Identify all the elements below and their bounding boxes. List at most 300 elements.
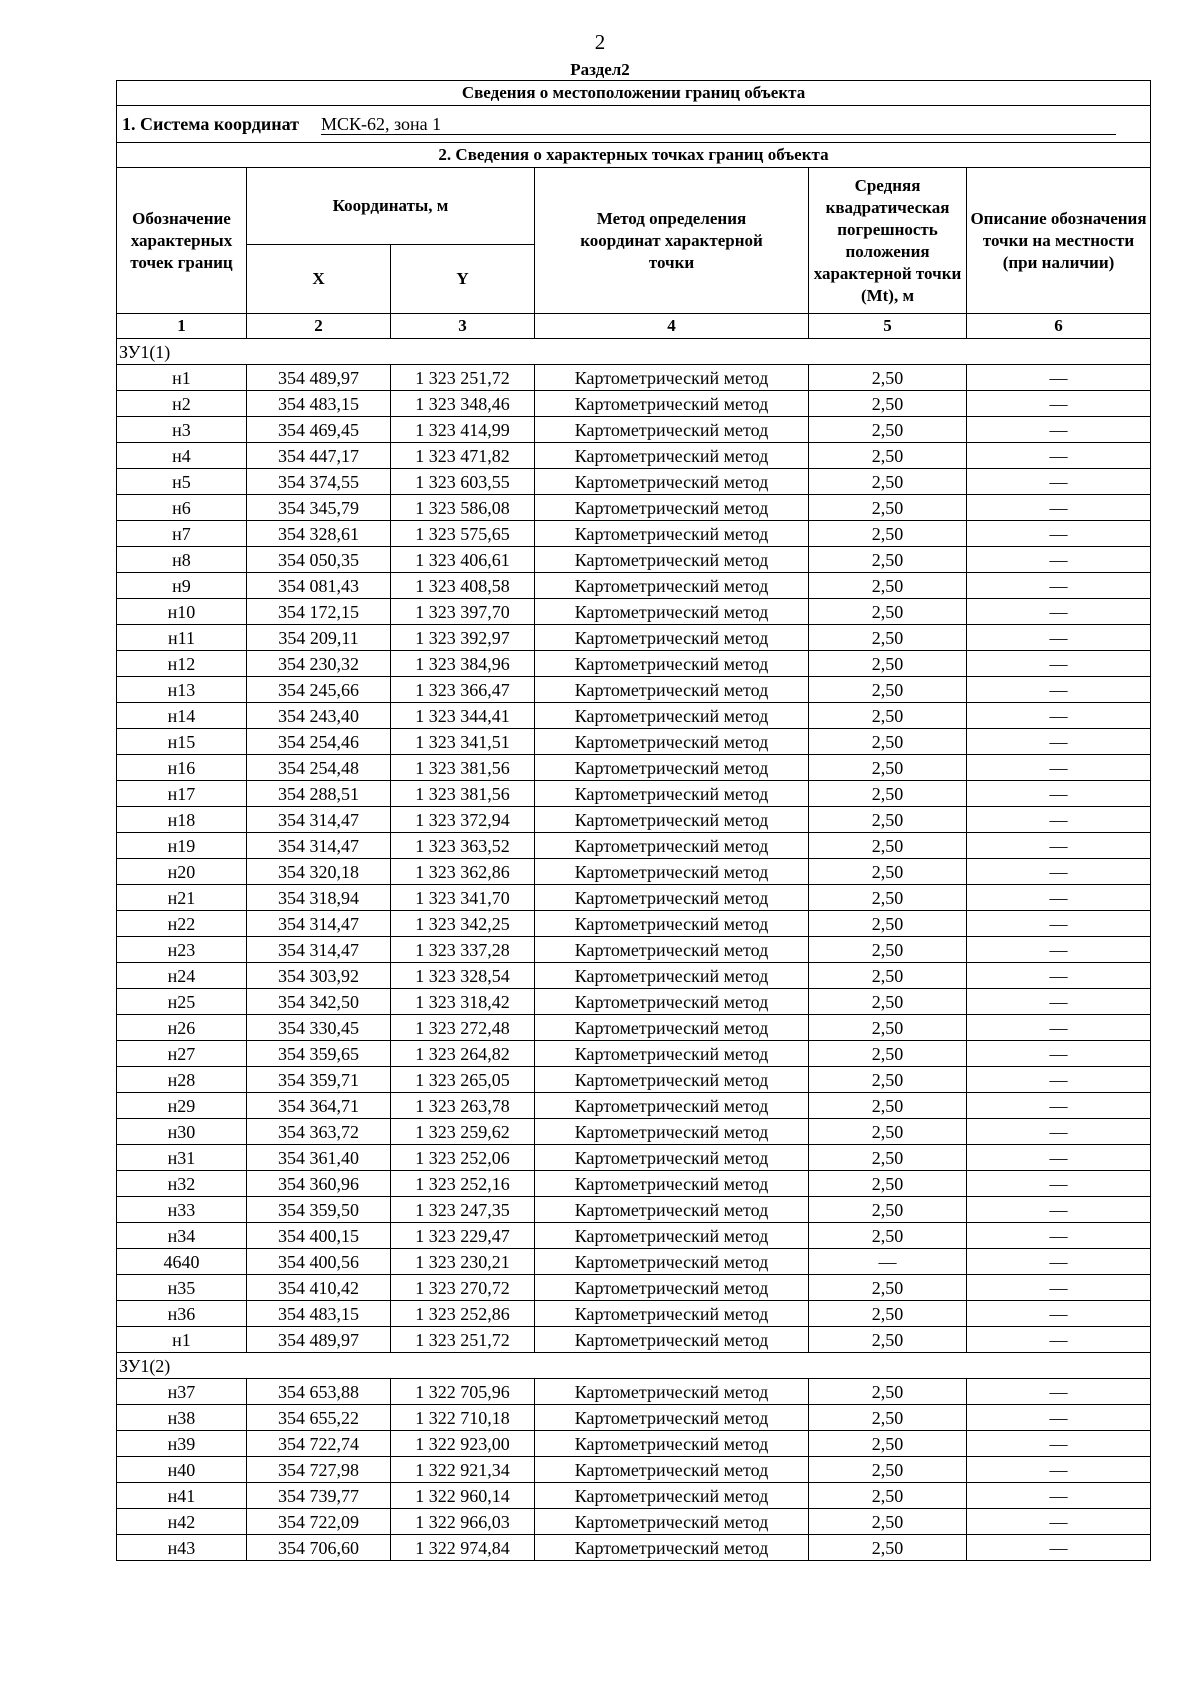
coord-y: 1 323 406,61 <box>391 547 535 573</box>
mean-error: 2,50 <box>809 781 967 807</box>
coord-y: 1 323 252,86 <box>391 1301 535 1327</box>
coord-x: 354 230,32 <box>247 651 391 677</box>
header-designation: Обозначение характерных точек границ <box>117 168 247 314</box>
mean-error: 2,50 <box>809 495 967 521</box>
table-row <box>117 1015 1151 1041</box>
point-designation: н37 <box>117 1379 247 1405</box>
point-designation: н38 <box>117 1405 247 1431</box>
method: Картометрический метод <box>535 573 809 599</box>
coord-system-value: МСК-62, зона 1 <box>321 114 1116 135</box>
coord-y: 1 323 270,72 <box>391 1275 535 1301</box>
table-title-row <box>117 81 1151 106</box>
point-description: — <box>967 521 1151 547</box>
mean-error: 2,50 <box>809 651 967 677</box>
method: Картометрический метод <box>535 1535 809 1561</box>
table-row <box>117 781 1151 807</box>
coord-y: 1 322 966,03 <box>391 1509 535 1535</box>
point-designation: н21 <box>117 885 247 911</box>
coord-x: 354 655,22 <box>247 1405 391 1431</box>
point-description: — <box>967 1197 1151 1223</box>
mean-error: 2,50 <box>809 937 967 963</box>
table-row <box>117 1301 1151 1327</box>
point-designation: н27 <box>117 1041 247 1067</box>
point-designation: н42 <box>117 1509 247 1535</box>
method: Картометрический метод <box>535 807 809 833</box>
method: Картометрический метод <box>535 1223 809 1249</box>
point-description: — <box>967 911 1151 937</box>
table-row <box>117 677 1151 703</box>
table-row <box>117 1249 1151 1275</box>
table-row <box>117 1457 1151 1483</box>
mean-error: 2,50 <box>809 625 967 651</box>
point-designation: н15 <box>117 729 247 755</box>
method: Картометрический метод <box>535 1457 809 1483</box>
coord-y: 1 323 384,96 <box>391 651 535 677</box>
method: Картометрический метод <box>535 391 809 417</box>
mean-error: 2,50 <box>809 469 967 495</box>
method: Картометрический метод <box>535 1171 809 1197</box>
coord-y: 1 322 974,84 <box>391 1535 535 1561</box>
coord-y: 1 323 341,70 <box>391 885 535 911</box>
table-row <box>117 963 1151 989</box>
mean-error: 2,50 <box>809 417 967 443</box>
point-designation: н16 <box>117 755 247 781</box>
point-designation: н2 <box>117 391 247 417</box>
method: Картометрический метод <box>535 859 809 885</box>
point-description: — <box>967 1223 1151 1249</box>
coord-x: 354 489,97 <box>247 1327 391 1353</box>
point-designation: н18 <box>117 807 247 833</box>
method: Картометрический метод <box>535 1431 809 1457</box>
point-designation: н24 <box>117 963 247 989</box>
coord-x: 354 722,09 <box>247 1509 391 1535</box>
point-designation: н8 <box>117 547 247 573</box>
coord-x: 354 303,92 <box>247 963 391 989</box>
coord-y: 1 322 921,34 <box>391 1457 535 1483</box>
coord-y: 1 323 381,56 <box>391 781 535 807</box>
mean-error: 2,50 <box>809 989 967 1015</box>
method: Картометрический метод <box>535 911 809 937</box>
coord-x: 354 360,96 <box>247 1171 391 1197</box>
point-description: — <box>967 599 1151 625</box>
coord-x: 354 410,42 <box>247 1275 391 1301</box>
coord-y: 1 323 252,16 <box>391 1171 535 1197</box>
coord-y: 1 323 408,58 <box>391 573 535 599</box>
table-row <box>117 1431 1151 1457</box>
mean-error: 2,50 <box>809 1457 967 1483</box>
point-designation: н25 <box>117 989 247 1015</box>
point-designation: н40 <box>117 1457 247 1483</box>
coord-y: 1 323 362,86 <box>391 859 535 885</box>
point-designation: н1 <box>117 1327 247 1353</box>
point-designation: н39 <box>117 1431 247 1457</box>
coord-y: 1 323 381,56 <box>391 755 535 781</box>
coord-x: 354 483,15 <box>247 391 391 417</box>
method: Картометрический метод <box>535 1093 809 1119</box>
method: Картометрический метод <box>535 521 809 547</box>
point-description: — <box>967 1535 1151 1561</box>
page-number: 2 <box>594 30 606 54</box>
coord-x: 354 739,77 <box>247 1483 391 1509</box>
point-description: — <box>967 625 1151 651</box>
table-row <box>117 807 1151 833</box>
table-row <box>117 599 1151 625</box>
coord-x: 354 400,56 <box>247 1249 391 1275</box>
point-designation: н14 <box>117 703 247 729</box>
section-title: Раздел2 <box>570 60 630 79</box>
coord-x: 354 653,88 <box>247 1379 391 1405</box>
point-designation: н20 <box>117 859 247 885</box>
coord-x: 354 359,65 <box>247 1041 391 1067</box>
point-description: — <box>967 1067 1151 1093</box>
coord-y: 1 323 259,62 <box>391 1119 535 1145</box>
header-y: Y <box>391 245 535 314</box>
point-designation: н1 <box>117 365 247 391</box>
point-designation: н6 <box>117 495 247 521</box>
coord-y: 1 322 710,18 <box>391 1405 535 1431</box>
coord-y: 1 323 264,82 <box>391 1041 535 1067</box>
coord-y: 1 323 252,06 <box>391 1145 535 1171</box>
mean-error: 2,50 <box>809 1119 967 1145</box>
mean-error: 2,50 <box>809 677 967 703</box>
mean-error: 2,50 <box>809 729 967 755</box>
mean-error: 2,50 <box>809 1015 967 1041</box>
mean-error: 2,50 <box>809 1301 967 1327</box>
point-designation: н11 <box>117 625 247 651</box>
coord-y: 1 323 397,70 <box>391 599 535 625</box>
point-designation: н17 <box>117 781 247 807</box>
coord-x: 354 363,72 <box>247 1119 391 1145</box>
point-description: — <box>967 833 1151 859</box>
mean-error: 2,50 <box>809 365 967 391</box>
coord-y: 1 323 251,72 <box>391 365 535 391</box>
table-row <box>117 1535 1151 1561</box>
method: Картометрический метод <box>535 599 809 625</box>
coord-x: 354 483,15 <box>247 1301 391 1327</box>
coord-y: 1 323 414,99 <box>391 417 535 443</box>
coord-x: 354 254,46 <box>247 729 391 755</box>
point-description: — <box>967 1405 1151 1431</box>
method: Картометрический метод <box>535 833 809 859</box>
coord-x: 354 342,50 <box>247 989 391 1015</box>
table-row <box>117 833 1151 859</box>
point-designation: н28 <box>117 1067 247 1093</box>
mean-error: 2,50 <box>809 391 967 417</box>
point-description: — <box>967 1275 1151 1301</box>
table-row <box>117 729 1151 755</box>
coord-y: 1 323 366,47 <box>391 677 535 703</box>
coord-y: 1 323 586,08 <box>391 495 535 521</box>
coord-y: 1 323 342,25 <box>391 911 535 937</box>
coord-x: 354 364,71 <box>247 1093 391 1119</box>
point-description: — <box>967 1171 1151 1197</box>
coord-x: 354 374,55 <box>247 469 391 495</box>
point-description: — <box>967 443 1151 469</box>
table-row <box>117 1119 1151 1145</box>
coord-x: 354 400,15 <box>247 1223 391 1249</box>
point-description: — <box>967 469 1151 495</box>
method: Картометрический метод <box>535 443 809 469</box>
method: Картометрический метод <box>535 1145 809 1171</box>
header-method: Метод определения координат характерной точки <box>535 168 809 314</box>
column-number: 3 <box>391 314 535 339</box>
method: Картометрический метод <box>535 1015 809 1041</box>
point-description: — <box>967 807 1151 833</box>
coord-x: 354 314,47 <box>247 833 391 859</box>
table-row <box>117 885 1151 911</box>
table-row <box>117 1145 1151 1171</box>
column-number: 6 <box>967 314 1151 339</box>
coord-y: 1 322 960,14 <box>391 1483 535 1509</box>
method: Картометрический метод <box>535 677 809 703</box>
mean-error: 2,50 <box>809 807 967 833</box>
point-description: — <box>967 1145 1151 1171</box>
mean-error: 2,50 <box>809 1483 967 1509</box>
table-row <box>117 625 1151 651</box>
coord-y: 1 323 392,97 <box>391 625 535 651</box>
mean-error: 2,50 <box>809 599 967 625</box>
mean-error: 2,50 <box>809 443 967 469</box>
point-description: — <box>967 495 1151 521</box>
table-row <box>117 1379 1151 1405</box>
point-description: — <box>967 781 1151 807</box>
mean-error: 2,50 <box>809 963 967 989</box>
coord-y: 1 322 705,96 <box>391 1379 535 1405</box>
point-designation: н19 <box>117 833 247 859</box>
mean-error: 2,50 <box>809 703 967 729</box>
header-row-1 <box>117 168 1151 245</box>
column-number: 5 <box>809 314 967 339</box>
table-row <box>117 937 1151 963</box>
method: Картометрический метод <box>535 1509 809 1535</box>
point-designation: н7 <box>117 521 247 547</box>
mean-error: 2,50 <box>809 1327 967 1353</box>
point-designation: н29 <box>117 1093 247 1119</box>
method: Картометрический метод <box>535 1275 809 1301</box>
coord-y: 1 323 328,54 <box>391 963 535 989</box>
mean-error: 2,50 <box>809 573 967 599</box>
table-row <box>117 1405 1151 1431</box>
table-row <box>117 1067 1151 1093</box>
coord-x: 354 245,66 <box>247 677 391 703</box>
mean-error: 2,50 <box>809 1535 967 1561</box>
coord-y: 1 323 363,52 <box>391 833 535 859</box>
method: Картометрический метод <box>535 547 809 573</box>
point-designation: н33 <box>117 1197 247 1223</box>
group-header-row <box>117 1353 1151 1379</box>
mean-error: 2,50 <box>809 911 967 937</box>
table-row <box>117 365 1151 391</box>
column-number: 4 <box>535 314 809 339</box>
table-row <box>117 1275 1151 1301</box>
table-row <box>117 1171 1151 1197</box>
point-designation: н35 <box>117 1275 247 1301</box>
mean-error: 2,50 <box>809 1223 967 1249</box>
coord-y: 1 323 344,41 <box>391 703 535 729</box>
table-row <box>117 1197 1151 1223</box>
mean-error: 2,50 <box>809 1379 967 1405</box>
table-row <box>117 1093 1151 1119</box>
point-description: — <box>967 1509 1151 1535</box>
point-description: — <box>967 1041 1151 1067</box>
point-designation: н23 <box>117 937 247 963</box>
table-row <box>117 1483 1151 1509</box>
table-title: Сведения о местоположении границ объекта <box>117 81 1151 106</box>
mean-error: 2,50 <box>809 755 967 781</box>
point-designation: н34 <box>117 1223 247 1249</box>
coord-y: 1 323 348,46 <box>391 391 535 417</box>
column-number: 1 <box>117 314 247 339</box>
method: Картометрический метод <box>535 937 809 963</box>
coord-y: 1 323 603,55 <box>391 469 535 495</box>
point-designation: н26 <box>117 1015 247 1041</box>
coord-x: 354 359,71 <box>247 1067 391 1093</box>
table-row <box>117 547 1151 573</box>
coord-x: 354 722,74 <box>247 1431 391 1457</box>
method: Картометрический метод <box>535 1301 809 1327</box>
header-x: X <box>247 245 391 314</box>
method: Картометрический метод <box>535 703 809 729</box>
mean-error: 2,50 <box>809 1509 967 1535</box>
mean-error: 2,50 <box>809 1431 967 1457</box>
point-designation: н3 <box>117 417 247 443</box>
method: Картометрический метод <box>535 1405 809 1431</box>
point-designation: н13 <box>117 677 247 703</box>
coord-x: 354 209,11 <box>247 625 391 651</box>
method: Картометрический метод <box>535 729 809 755</box>
mean-error: 2,50 <box>809 1275 967 1301</box>
method: Картометрический метод <box>535 651 809 677</box>
method: Картометрический метод <box>535 1379 809 1405</box>
method: Картометрический метод <box>535 625 809 651</box>
mean-error: 2,50 <box>809 833 967 859</box>
coord-y: 1 322 923,00 <box>391 1431 535 1457</box>
coord-y: 1 323 251,72 <box>391 1327 535 1353</box>
mean-error: 2,50 <box>809 521 967 547</box>
header-description: Описание обозначения точки на местности (при наличии) <box>967 168 1151 314</box>
point-description: — <box>967 1249 1151 1275</box>
mean-error: 2,50 <box>809 1067 967 1093</box>
point-description: — <box>967 729 1151 755</box>
table-row <box>117 1509 1151 1535</box>
point-description: — <box>967 573 1151 599</box>
point-description: — <box>967 1301 1151 1327</box>
coord-y: 1 323 247,35 <box>391 1197 535 1223</box>
coord-y: 1 323 263,78 <box>391 1093 535 1119</box>
method: Картометрический метод <box>535 1249 809 1275</box>
method: Картометрический метод <box>535 495 809 521</box>
point-designation: н31 <box>117 1145 247 1171</box>
coord-y: 1 323 372,94 <box>391 807 535 833</box>
point-description: — <box>967 651 1151 677</box>
mean-error: 2,50 <box>809 1171 967 1197</box>
point-description: — <box>967 1327 1151 1353</box>
point-designation: н22 <box>117 911 247 937</box>
coord-y: 1 323 318,42 <box>391 989 535 1015</box>
coord-x: 354 318,94 <box>247 885 391 911</box>
coord-system-row <box>117 106 1151 143</box>
method: Картометрический метод <box>535 417 809 443</box>
coord-x: 354 359,50 <box>247 1197 391 1223</box>
group-name: ЗУ1(2) <box>117 1353 1151 1379</box>
coord-x: 354 081,43 <box>247 573 391 599</box>
point-designation: н30 <box>117 1119 247 1145</box>
points-title: 2. Сведения о характерных точках границ объекта <box>117 143 1151 168</box>
group-header-row <box>117 339 1151 365</box>
point-description: — <box>967 859 1151 885</box>
point-designation: н12 <box>117 651 247 677</box>
point-description: — <box>967 365 1151 391</box>
coord-x: 354 345,79 <box>247 495 391 521</box>
mean-error: 2,50 <box>809 1405 967 1431</box>
table-row <box>117 495 1151 521</box>
mean-error: 2,50 <box>809 1197 967 1223</box>
header-coords: Координаты, м <box>247 168 535 245</box>
point-description: — <box>967 391 1151 417</box>
point-description: — <box>967 989 1151 1015</box>
method: Картометрический метод <box>535 1041 809 1067</box>
method: Картометрический метод <box>535 1067 809 1093</box>
table-row <box>117 469 1151 495</box>
point-description: — <box>967 1431 1151 1457</box>
coord-y: 1 323 341,51 <box>391 729 535 755</box>
point-designation: н10 <box>117 599 247 625</box>
table-row <box>117 859 1151 885</box>
coord-x: 354 288,51 <box>247 781 391 807</box>
point-description: — <box>967 1093 1151 1119</box>
method: Картометрический метод <box>535 1483 809 1509</box>
method: Картометрический метод <box>535 885 809 911</box>
coord-x: 354 706,60 <box>247 1535 391 1561</box>
table-row <box>117 1223 1151 1249</box>
point-description: — <box>967 1379 1151 1405</box>
mean-error: 2,50 <box>809 1145 967 1171</box>
point-description: — <box>967 963 1151 989</box>
mean-error: 2,50 <box>809 859 967 885</box>
mean-error: 2,50 <box>809 1093 967 1119</box>
coord-x: 354 330,45 <box>247 1015 391 1041</box>
coord-x: 354 243,40 <box>247 703 391 729</box>
coord-x: 354 727,98 <box>247 1457 391 1483</box>
table-row <box>117 521 1151 547</box>
table-row <box>117 391 1151 417</box>
coord-x: 354 447,17 <box>247 443 391 469</box>
table-row <box>117 443 1151 469</box>
coord-y: 1 323 229,47 <box>391 1223 535 1249</box>
group-name: ЗУ1(1) <box>117 339 1151 365</box>
point-description: — <box>967 1483 1151 1509</box>
table-row <box>117 755 1151 781</box>
point-designation: н43 <box>117 1535 247 1561</box>
column-number: 2 <box>247 314 391 339</box>
point-designation: 4640 <box>117 1249 247 1275</box>
point-designation: н4 <box>117 443 247 469</box>
point-designation: н32 <box>117 1171 247 1197</box>
coord-x: 354 361,40 <box>247 1145 391 1171</box>
point-designation: н5 <box>117 469 247 495</box>
point-description: — <box>967 755 1151 781</box>
coord-y: 1 323 230,21 <box>391 1249 535 1275</box>
method: Картометрический метод <box>535 1327 809 1353</box>
method: Картометрический метод <box>535 989 809 1015</box>
mean-error: — <box>809 1249 967 1275</box>
mean-error: 2,50 <box>809 547 967 573</box>
coord-y: 1 323 471,82 <box>391 443 535 469</box>
point-description: — <box>967 1119 1151 1145</box>
coord-x: 354 314,47 <box>247 911 391 937</box>
table-row <box>117 651 1151 677</box>
method: Картометрический метод <box>535 781 809 807</box>
